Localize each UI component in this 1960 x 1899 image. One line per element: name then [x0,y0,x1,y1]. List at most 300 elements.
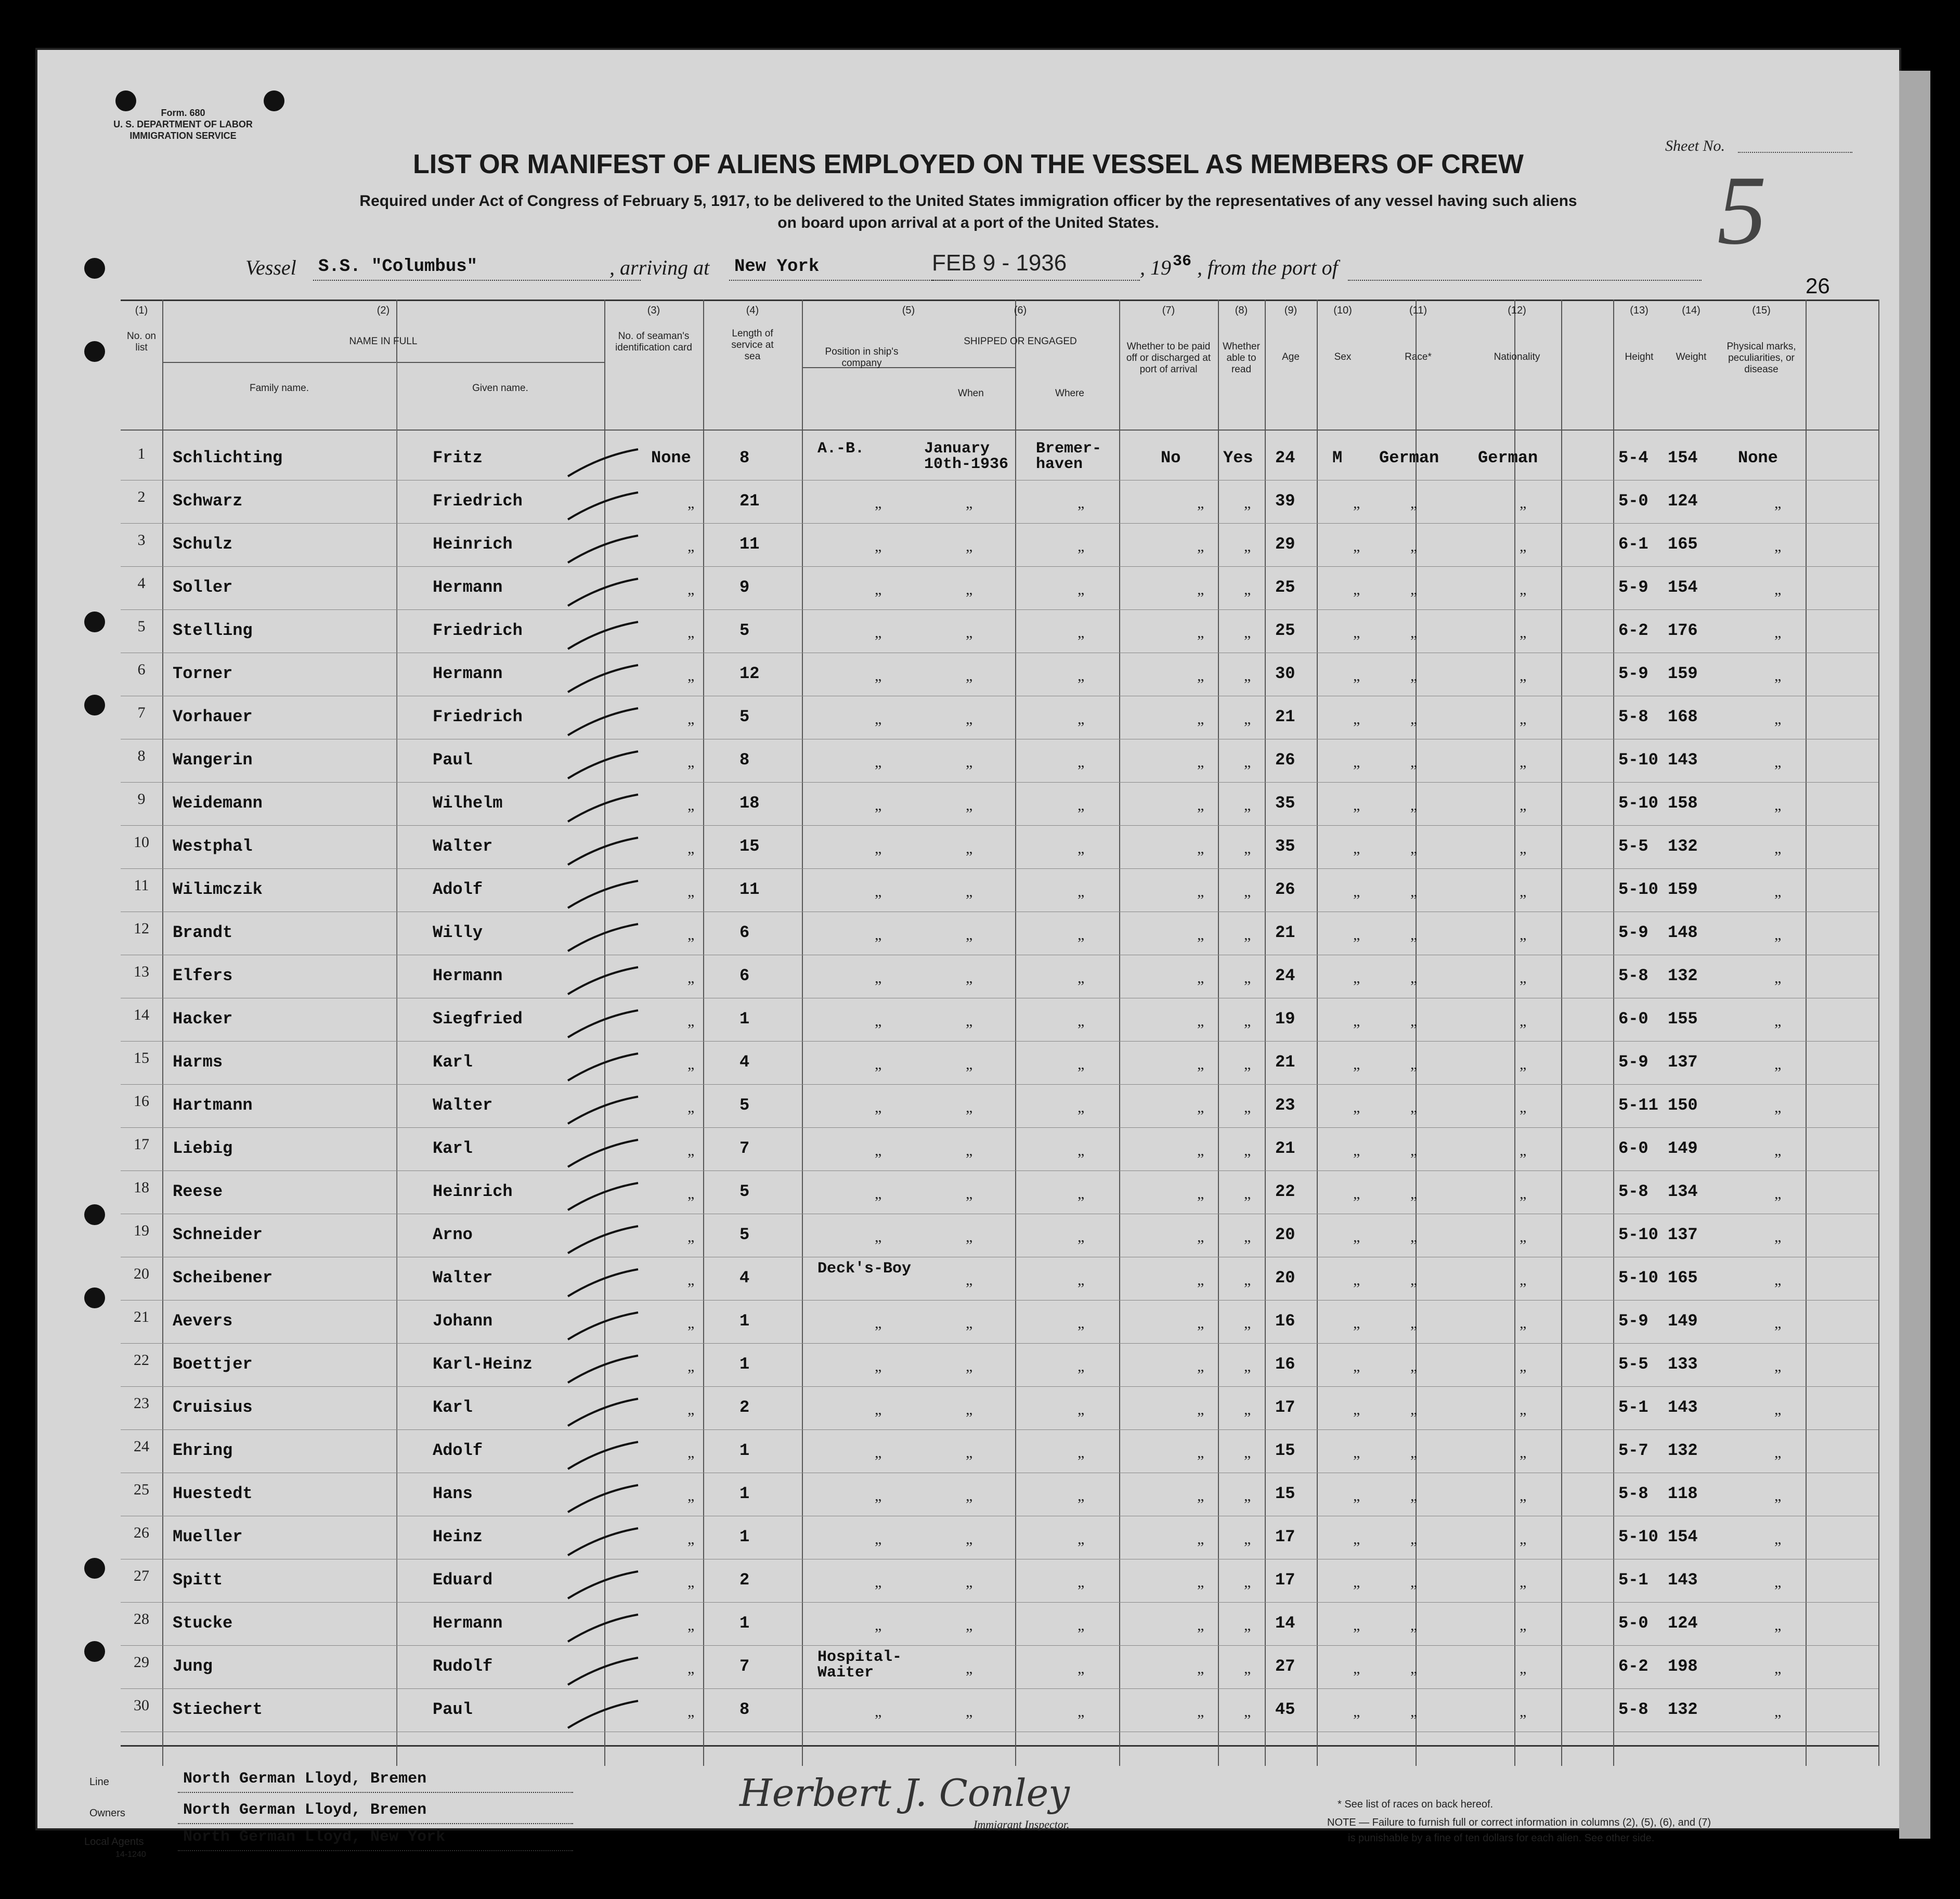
ditto-mark: „ [1774,1142,1782,1159]
ditto-mark: „ [966,926,973,943]
ditto-mark: „ [1197,495,1204,512]
ditto-mark: „ [687,840,695,857]
cell-age: 23 [1275,1096,1295,1115]
cell-family: Cruisius [173,1398,253,1417]
ditto-mark: „ [875,1056,882,1073]
cell-position: Hospital- Waiter [817,1648,902,1682]
col-header-age: Age [1282,352,1300,362]
ditto-mark: „ [1244,667,1251,684]
year-value: 36 [1173,253,1192,270]
cell-service: 12 [739,664,760,683]
arriving-label: , arriving at [609,256,710,279]
cell-height: 5-1 [1618,1570,1649,1590]
ditto-mark: „ [1197,1185,1204,1202]
ditto-mark: „ [1197,753,1204,771]
ditto-mark: „ [875,1099,882,1116]
ditto-mark: „ [1410,969,1418,986]
cell-weight: 168 [1668,707,1698,726]
check-mark-icon [565,920,643,956]
ditto-mark: „ [1078,1444,1085,1461]
owners-underline [178,1823,573,1824]
vessel-name: S.S. "Columbus" [318,257,478,277]
ditto-mark: „ [875,1228,882,1245]
ditto-mark: „ [1774,710,1782,727]
row-number: 3 [137,531,146,549]
cell-age: 26 [1275,750,1295,770]
cell-card: None [651,448,691,467]
cell-family: Weidemann [173,794,263,813]
ditto-mark: „ [687,538,695,555]
row-number: 16 [134,1092,149,1110]
cell-service: 5 [739,621,750,640]
punch-hole [84,1641,105,1662]
cell-weight: 133 [1668,1355,1698,1374]
col-header-given: Given name. [472,383,528,394]
page-number: 26 [1806,274,1830,298]
sheet-edge [1899,71,1930,1839]
ditto-mark: „ [875,883,882,900]
row-rule [121,1170,1878,1171]
ditto-mark: „ [1244,926,1251,943]
ditto-mark: „ [1520,797,1527,814]
ditto-mark: „ [875,1185,882,1202]
cell-weight: 132 [1668,966,1698,985]
ditto-mark: „ [966,1358,973,1375]
cell-height: 5-10 [1618,1225,1658,1244]
punch-hole [84,612,105,632]
row-number: 15 [134,1049,149,1066]
cell-height: 5-9 [1618,1052,1649,1072]
ditto-mark: „ [1353,538,1360,555]
ditto-mark: „ [1410,753,1418,771]
ditto-mark: „ [1410,667,1418,684]
ditto-mark: „ [1078,1228,1085,1245]
cell-service: 2 [739,1398,750,1417]
ditto-mark: „ [1078,538,1085,555]
cell-weight: 132 [1668,837,1698,856]
vessel-name-line [313,279,641,281]
cell-service: 5 [739,1182,750,1201]
ditto-mark: „ [875,624,882,641]
cell-given: Friedrich [433,621,523,640]
ditto-mark: „ [1520,667,1527,684]
ditto-mark: „ [1410,1530,1418,1547]
ditto-mark: „ [1244,1617,1251,1634]
check-mark-icon [565,1049,643,1086]
ditto-mark: „ [875,1530,882,1547]
check-mark-icon [565,1654,643,1690]
ditto-mark: „ [1410,1358,1418,1375]
cell-service: 2 [739,1570,750,1590]
check-mark-icon [565,1697,643,1733]
row-number: 8 [137,747,146,764]
cell-height: 5-10 [1618,1527,1658,1546]
sheet-no-label: Sheet No. [1665,137,1725,154]
ditto-mark: „ [1244,1358,1251,1375]
col-header-card: No. of seaman's identification card [615,331,692,353]
cell-weight: 148 [1668,923,1698,942]
check-mark-icon [565,1610,643,1647]
ditto-mark: „ [1520,1271,1527,1289]
cell-given: Karl-Heinz [433,1355,533,1374]
cell-service: 21 [739,491,760,511]
ditto-mark: „ [687,1660,695,1677]
ditto-mark: „ [1078,1012,1085,1030]
row-number: 11 [134,877,149,894]
cell-service: 4 [739,1268,750,1287]
row-rule [121,609,1878,610]
from-label: , from the port of [1197,256,1338,279]
ditto-mark: „ [687,1617,695,1634]
cell-weight: 154 [1668,448,1698,467]
row-number: 17 [134,1136,149,1153]
punch-hole [84,1558,105,1579]
ditto-mark: „ [966,1185,973,1202]
cell-height: 6-0 [1618,1139,1649,1158]
col-header-position: Position in ship's company [825,346,899,369]
agents-value: North German Lloyd, New York [183,1828,446,1846]
cell-given: Paul [433,1700,473,1719]
col-num: (10) [1333,305,1352,316]
ditto-mark: „ [966,710,973,727]
subtitle-line-1: Required under Act of Congress of February 5, 1917, to be delivered to the United States immigration officer by the representatives of any vessel having such aliens [359,192,1577,210]
date-stamp: FEB 9 - 1936 [932,250,1067,276]
ditto-mark: „ [1244,1185,1251,1202]
ditto-mark: „ [1244,1271,1251,1289]
cell-given: Heinrich [433,1182,513,1201]
ditto-mark: „ [1078,1401,1085,1418]
ditto-mark: „ [875,753,882,771]
cell-service: 1 [739,1355,750,1374]
row-rule [121,1041,1878,1042]
ditto-mark: „ [875,1617,882,1634]
cell-given: Wilhelm [433,794,503,813]
cell-age: 21 [1275,923,1295,942]
cell-family: Ehring [173,1441,233,1460]
vessel-label: Vessel [245,256,296,279]
year-label: , 19 [1140,256,1171,279]
col-num: (9) [1284,305,1297,316]
cell-family: Schneider [173,1225,263,1244]
cell-given: Karl [433,1398,473,1417]
ditto-mark: „ [1244,883,1251,900]
ditto-mark: „ [1353,1530,1360,1547]
check-mark-icon [565,877,643,913]
ditto-mark: „ [966,1012,973,1030]
cell-weight: 124 [1668,491,1698,511]
cell-height: 5-10 [1618,1268,1658,1287]
ditto-mark: „ [687,753,695,771]
check-mark-icon [565,1395,643,1431]
cell-height: 5-10 [1618,794,1658,813]
cell-weight: 132 [1668,1700,1698,1719]
row-number: 19 [134,1222,149,1239]
ditto-mark: „ [1078,926,1085,943]
ditto-mark: „ [1244,1056,1251,1073]
cell-given: Friedrich [433,491,523,511]
cell-given: Walter [433,1096,493,1115]
ditto-mark: „ [1774,667,1782,684]
ditto-mark: „ [966,1703,973,1720]
cell-age: 14 [1275,1614,1295,1633]
cell-family: Reese [173,1182,223,1201]
ditto-mark: „ [1774,624,1782,641]
row-number: 13 [134,963,149,980]
cell-family: Brandt [173,923,233,942]
ditto-mark: „ [1353,1185,1360,1202]
cell-height: 5-5 [1618,837,1649,856]
cell-race: German [1379,448,1439,467]
cell-weight: 149 [1668,1139,1698,1158]
inspector-label: Immigrant Inspector. [973,1818,1070,1831]
cell-family: Aevers [173,1311,233,1331]
ditto-mark: „ [875,1573,882,1591]
ditto-mark: „ [1244,538,1251,555]
ditto-mark: „ [1774,1358,1782,1375]
line-underline [178,1792,573,1793]
cell-weight: 159 [1668,880,1698,899]
check-mark-icon [565,445,643,482]
row-rule [121,1127,1878,1128]
ditto-mark: „ [687,495,695,512]
cell-height: 5-8 [1618,1700,1649,1719]
ditto-mark: „ [1197,1703,1204,1720]
col-num: (8) [1235,305,1248,316]
cell-family: Wilimczik [173,880,263,899]
owners-label: Owners [89,1807,125,1819]
ditto-mark: „ [966,1056,973,1073]
ditto-mark: „ [1353,797,1360,814]
ditto-mark: „ [1078,1530,1085,1547]
cell-service: 1 [739,1614,750,1633]
department: U. S. DEPARTMENT OF LABOR [113,119,253,129]
date-line [932,279,1140,281]
ditto-mark: „ [1410,624,1418,641]
ditto-mark: „ [1774,495,1782,512]
ditto-mark: „ [1244,1660,1251,1677]
cell-where: Bremer- haven [1036,440,1102,473]
row-rule [121,825,1878,826]
ditto-mark: „ [1410,840,1418,857]
ditto-mark: „ [1197,969,1204,986]
cell-given: Hermann [433,664,503,683]
ditto-mark: „ [687,1573,695,1591]
ditto-mark: „ [1353,1487,1360,1504]
ditto-mark: „ [1410,1573,1418,1591]
ditto-mark: „ [687,1012,695,1030]
row-rule [121,1084,1878,1085]
ditto-mark: „ [1197,1056,1204,1073]
cell-height: 5-1 [1618,1398,1649,1417]
ditto-mark: „ [1244,1228,1251,1245]
cell-family: Torner [173,664,233,683]
ditto-mark: „ [687,926,695,943]
cell-given: Eduard [433,1570,493,1590]
ditto-mark: „ [1520,1358,1527,1375]
ditto-mark: „ [1078,1185,1085,1202]
ditto-mark: „ [1244,1099,1251,1116]
cell-family: Liebig [173,1139,233,1158]
col-header-marks: Physical marks, peculiarities, or disease [1727,341,1796,375]
ditto-mark: „ [1520,581,1527,598]
cell-given: Fritz [433,448,483,467]
cell-family: Hacker [173,1009,233,1029]
ditto-mark: „ [1197,624,1204,641]
cell-given: Hans [433,1484,473,1503]
ditto-mark: „ [1520,1530,1527,1547]
cell-height: 5-9 [1618,923,1649,942]
cell-age: 22 [1275,1182,1295,1201]
ditto-mark: „ [687,1228,695,1245]
ditto-mark: „ [1353,1315,1360,1332]
ditto-mark: „ [966,1228,973,1245]
cell-height: 5-0 [1618,1614,1649,1633]
col-num: (15) [1752,305,1771,316]
row-number: 1 [137,445,146,462]
ditto-mark: „ [1078,1617,1085,1634]
ditto-mark: „ [1410,1185,1418,1202]
ditto-mark: „ [1197,538,1204,555]
ditto-mark: „ [1353,581,1360,598]
check-mark-icon [565,1351,643,1388]
ditto-mark: „ [1520,753,1527,771]
punch-hole [264,90,284,111]
ditto-mark: „ [1078,1660,1085,1677]
check-mark-icon [565,1524,643,1560]
ditto-mark: „ [687,969,695,986]
ditto-mark: „ [1774,1056,1782,1073]
ditto-mark: „ [1410,1617,1418,1634]
check-mark-icon [565,1481,643,1517]
cell-service: 1 [739,1441,750,1460]
punch-hole [84,341,105,362]
cell-family: Boettjer [173,1355,253,1374]
ditto-mark: „ [1520,1444,1527,1461]
ditto-mark: „ [966,1315,973,1332]
ditto-mark: „ [1410,1099,1418,1116]
form-number: Form. 680 [161,108,205,118]
cell-paid: No [1161,448,1181,467]
ditto-mark: „ [1774,1012,1782,1030]
row-number: 21 [134,1308,149,1325]
col-num: (12) [1508,305,1526,316]
col-header-shipped: SHIPPED OR ENGAGED [964,336,1077,347]
ditto-mark: „ [875,1703,882,1720]
cell-when: January 10th-1936 [924,440,1009,473]
ditto-mark: „ [1410,710,1418,727]
ditto-mark: „ [1244,495,1251,512]
cell-family: Stelling [173,621,253,640]
cell-weight: 134 [1668,1182,1698,1201]
fine-note-2: is punishable by a fine of ten dollars for each alien. See other side. [1348,1832,1655,1844]
ditto-mark: „ [1353,969,1360,986]
cell-family: Hartmann [173,1096,253,1115]
ditto-mark: „ [1520,624,1527,641]
ditto-mark: „ [1774,1660,1782,1677]
ditto-mark: „ [875,1012,882,1030]
ditto-mark: „ [1197,1660,1204,1677]
cell-height: 5-9 [1618,578,1649,597]
ditto-mark: „ [1078,624,1085,641]
ditto-mark: „ [1197,1142,1204,1159]
ditto-mark: „ [1410,797,1418,814]
ditto-mark: „ [687,1271,695,1289]
cell-given: Walter [433,837,493,856]
sheet-no-line [1738,152,1852,153]
agents-label: Local Agents [84,1836,144,1848]
ditto-mark: „ [1520,883,1527,900]
ditto-mark: „ [1244,797,1251,814]
cell-given: Hermann [433,966,503,985]
row-number: 22 [134,1351,149,1369]
cell-given: Hermann [433,578,503,597]
ditto-mark: „ [966,883,973,900]
col-num: (5) [902,305,915,316]
ditto-mark: „ [1774,753,1782,771]
cell-height: 5-9 [1618,1311,1649,1331]
ditto-mark: „ [687,1703,695,1720]
col-num: (1) [135,305,148,316]
manifest-sheet [37,50,1899,1859]
row-number: 2 [137,488,146,505]
ditto-mark: „ [966,969,973,986]
row-number: 26 [134,1524,149,1541]
row-number: 14 [134,1006,149,1023]
ditto-mark: „ [875,1487,882,1504]
form-code: 14-1240 [115,1850,146,1859]
ditto-mark: „ [1353,1228,1360,1245]
col-header-race: Race* [1405,352,1432,362]
ditto-mark: „ [1244,1573,1251,1591]
cell-age: 21 [1275,1052,1295,1072]
cell-height: 5-8 [1618,1484,1649,1503]
ditto-mark: „ [1410,1012,1418,1030]
ditto-mark: „ [875,710,882,727]
ditto-mark: „ [687,581,695,598]
inspector-signature: Herbert J. Conley [739,1771,1070,1815]
ditto-mark: „ [1244,1142,1251,1159]
col-num: (3) [647,305,660,316]
cell-weight: 137 [1668,1052,1698,1072]
ditto-mark: „ [1410,926,1418,943]
ditto-mark: „ [1520,495,1527,512]
cell-age: 20 [1275,1268,1295,1287]
form-block [105,107,261,141]
cell-family: Stiechert [173,1700,263,1719]
cell-age: 27 [1275,1657,1295,1676]
ditto-mark: „ [1774,1617,1782,1634]
arriving-line [729,279,953,281]
cell-family: Wangerin [173,750,253,770]
cell-service: 18 [739,794,760,813]
cell-height: 6-2 [1618,1657,1649,1676]
ditto-mark: „ [1353,1660,1360,1677]
cell-age: 30 [1275,664,1295,683]
cell-weight: 165 [1668,1268,1698,1287]
row-rule [121,1386,1878,1387]
ditto-mark: „ [1244,1315,1251,1332]
ditto-mark: „ [1353,667,1360,684]
cell-age: 24 [1275,448,1295,467]
ditto-mark: „ [966,1401,973,1418]
subtitle-line-2: on board upon arrival at a port of the United States. [777,214,1159,231]
ditto-mark: „ [687,1358,695,1375]
row-number: 12 [134,920,149,937]
row-number: 18 [134,1179,149,1196]
ditto-mark: „ [1520,1617,1527,1634]
cell-given: Paul [433,750,473,770]
ditto-mark: „ [1410,1444,1418,1461]
